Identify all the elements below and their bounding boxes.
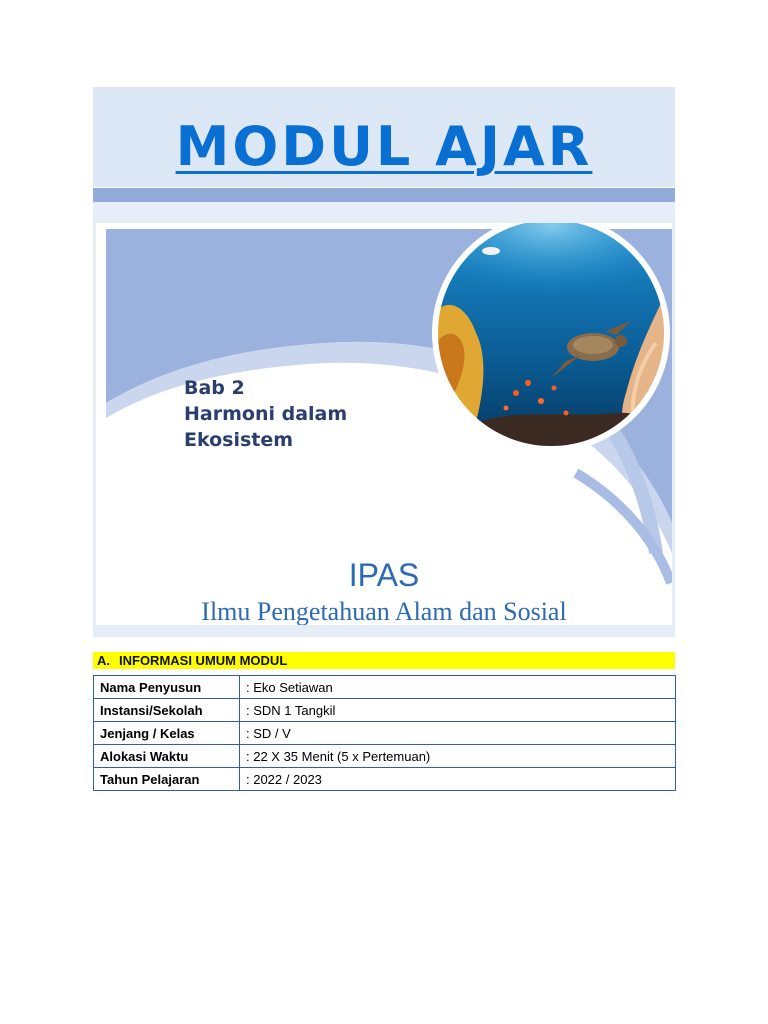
row-value: : 22 X 35 Menit (5 x Pertemuan) xyxy=(240,745,676,768)
row-value: : SD / V xyxy=(240,722,676,745)
table-row xyxy=(94,722,676,745)
table-row xyxy=(94,768,676,791)
row-value: : 2022 / 2023 xyxy=(240,768,676,791)
row-label: Nama Penyusun xyxy=(94,676,240,699)
chapter-title xyxy=(184,375,347,453)
table-row xyxy=(94,699,676,722)
general-info-table xyxy=(93,675,676,791)
chapter-line: Ekosistem xyxy=(184,429,294,451)
row-value: : SDN 1 Tangkil xyxy=(240,699,676,722)
row-label: Alokasi Waktu xyxy=(94,745,240,768)
row-label: Instansi/Sekolah xyxy=(94,699,240,722)
section-number: A. xyxy=(97,653,110,668)
cover-panel xyxy=(96,223,672,625)
row-value: : Eko Setiawan xyxy=(240,676,676,699)
chapter-line: Bab 2 xyxy=(184,377,245,399)
section-heading xyxy=(93,652,675,669)
subject-fullname: Ilmu Pengetahuan Alam dan Sosial xyxy=(201,597,567,625)
table-row xyxy=(94,745,676,768)
row-label: Tahun Pelajaran xyxy=(94,768,240,791)
cover-image xyxy=(93,220,675,637)
subject-title: IPAS xyxy=(348,557,420,593)
row-label: Jenjang / Kelas xyxy=(94,722,240,745)
chapter-line: Harmoni dalam xyxy=(184,403,348,425)
title-stripe xyxy=(93,188,675,202)
section-title: INFORMASI UMUM MODUL xyxy=(119,653,288,668)
table-row xyxy=(94,676,676,699)
document-title: MODUL AJAR xyxy=(175,115,593,178)
cover-top-band xyxy=(93,202,675,220)
